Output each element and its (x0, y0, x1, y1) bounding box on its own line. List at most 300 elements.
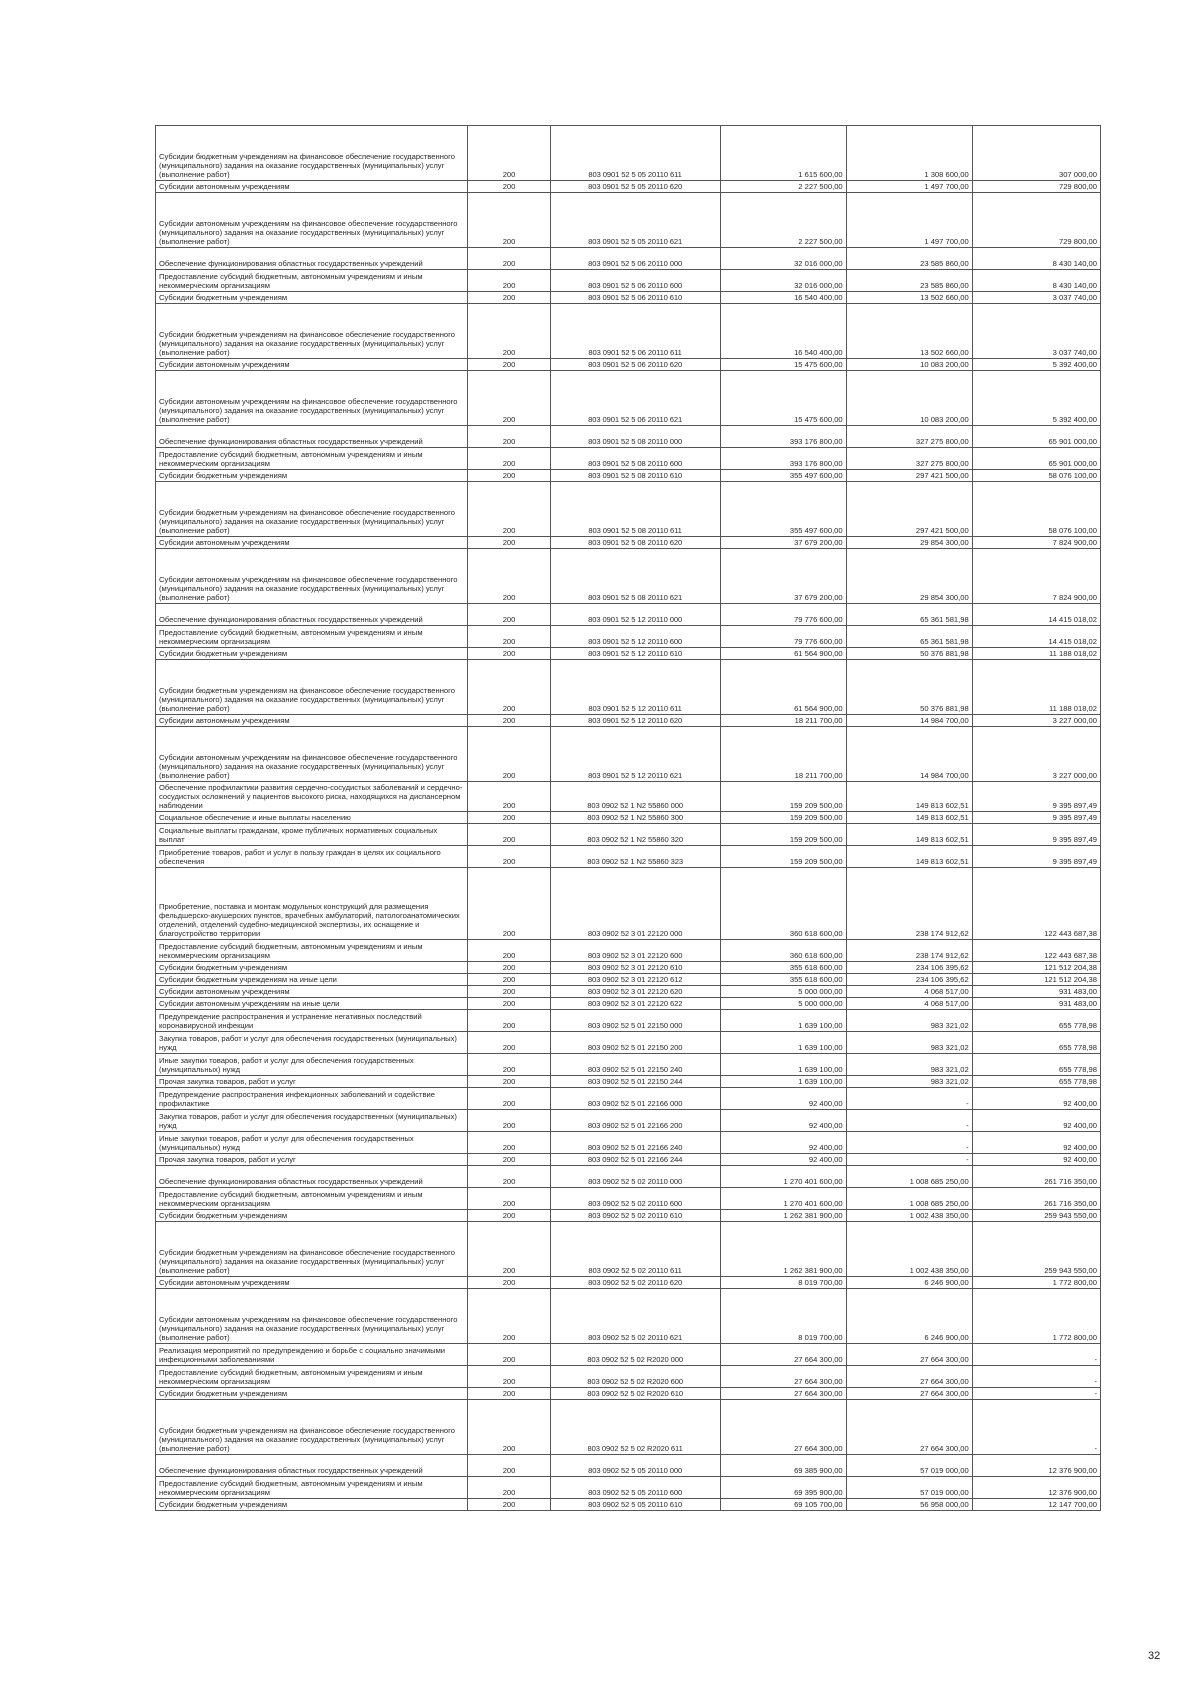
row-classification-code: 803 0901 52 5 06 20110 600 (550, 270, 720, 292)
row-name: Субсидии автономным учреждениям (156, 1277, 468, 1289)
row-code: 200 (468, 812, 550, 824)
row-code: 200 (468, 248, 550, 270)
row-unexecuted-amount: 3 037 740,00 (972, 304, 1100, 359)
table-row (156, 549, 1101, 604)
table-row (156, 846, 1101, 868)
table-row (156, 292, 1101, 304)
row-executed-amount: 10 083 200,00 (846, 359, 972, 371)
row-name: Социальные выплаты гражданам, кроме публичных нормативных социальных выплат (156, 824, 468, 846)
row-classification-code: 803 0902 52 5 01 22166 244 (550, 1154, 720, 1166)
row-unexecuted-amount: 259 943 550,00 (972, 1210, 1100, 1222)
row-code: 200 (468, 648, 550, 660)
table-row (156, 1088, 1101, 1110)
table-row (156, 448, 1101, 470)
row-classification-code: 803 0902 52 1 N2 55860 300 (550, 812, 720, 824)
row-classification-code: 803 0901 52 5 12 20110 610 (550, 648, 720, 660)
row-classification-code: 803 0901 52 5 08 20110 000 (550, 426, 720, 448)
row-code: 200 (468, 1132, 550, 1154)
row-approved-amount: 159 209 500,00 (720, 812, 846, 824)
row-code: 200 (468, 1110, 550, 1132)
row-approved-amount: 5 000 000,00 (720, 986, 846, 998)
row-executed-amount: 13 502 660,00 (846, 292, 972, 304)
row-unexecuted-amount: 8 430 140,00 (972, 248, 1100, 270)
row-name: Субсидии автономным учреждениям на финансовое обеспечение государственного (муниципального) задания на оказание государственных (муниципальных) услуг (выполнение работ) (156, 193, 468, 248)
row-executed-amount: 1 008 685 250,00 (846, 1188, 972, 1210)
row-classification-code: 803 0902 52 5 01 22150 000 (550, 1010, 720, 1032)
row-classification-code: 803 0902 52 5 02 20110 611 (550, 1222, 720, 1277)
row-approved-amount: 79 776 600,00 (720, 604, 846, 626)
row-executed-amount: 327 275 800,00 (846, 448, 972, 470)
row-unexecuted-amount: 9 395 897,49 (972, 824, 1100, 846)
row-unexecuted-amount: 12 376 900,00 (972, 1477, 1100, 1499)
row-classification-code: 803 0901 52 5 08 20110 621 (550, 549, 720, 604)
row-executed-amount: 4 068 517,00 (846, 998, 972, 1010)
row-approved-amount: 15 475 600,00 (720, 359, 846, 371)
row-unexecuted-amount: 3 227 000,00 (972, 727, 1100, 782)
row-unexecuted-amount: 9 395 897,49 (972, 782, 1100, 812)
row-classification-code: 803 0902 52 3 01 22120 600 (550, 940, 720, 962)
row-unexecuted-amount: 121 512 204,38 (972, 962, 1100, 974)
row-classification-code: 803 0902 52 5 01 22166 200 (550, 1110, 720, 1132)
row-unexecuted-amount: 8 430 140,00 (972, 270, 1100, 292)
table-row (156, 1054, 1101, 1076)
row-classification-code: 803 0902 52 5 02 20110 610 (550, 1210, 720, 1222)
table-row (156, 126, 1101, 181)
row-executed-amount: 14 984 700,00 (846, 715, 972, 727)
row-code: 200 (468, 1277, 550, 1289)
row-approved-amount: 393 176 800,00 (720, 426, 846, 448)
row-approved-amount: 32 016 000,00 (720, 248, 846, 270)
row-executed-amount: 14 984 700,00 (846, 727, 972, 782)
row-classification-code: 803 0901 52 5 12 20110 611 (550, 660, 720, 715)
row-executed-amount: 1 008 685 250,00 (846, 1166, 972, 1188)
table-row (156, 868, 1101, 940)
row-unexecuted-amount: 92 400,00 (972, 1110, 1100, 1132)
row-classification-code: 803 0902 52 1 N2 55860 323 (550, 846, 720, 868)
row-name: Приобретение товаров, работ и услуг в пользу граждан в целях их социального обеспечения (156, 846, 468, 868)
row-name: Субсидии автономным учреждениям на финансовое обеспечение государственного (муниципального) задания на оказание государственных (муниципальных) услуг (выполнение работ) (156, 1289, 468, 1344)
row-classification-code: 803 0902 52 5 02 R2020 611 (550, 1400, 720, 1455)
row-executed-amount: 238 174 912,62 (846, 868, 972, 940)
row-approved-amount: 1 270 401 600,00 (720, 1188, 846, 1210)
row-code: 200 (468, 1210, 550, 1222)
table-row (156, 1188, 1101, 1210)
row-name: Обеспечение функционирования областных государственных учреждений (156, 1455, 468, 1477)
row-executed-amount: 1 002 438 350,00 (846, 1222, 972, 1277)
row-approved-amount: 1 262 381 900,00 (720, 1210, 846, 1222)
row-executed-amount: 234 106 395,62 (846, 962, 972, 974)
row-code: 200 (468, 426, 550, 448)
row-code: 200 (468, 1289, 550, 1344)
row-approved-amount: 79 776 600,00 (720, 626, 846, 648)
row-code: 200 (468, 537, 550, 549)
row-code: 200 (468, 482, 550, 537)
row-code: 200 (468, 974, 550, 986)
row-classification-code: 803 0901 52 5 06 20110 620 (550, 359, 720, 371)
table-row (156, 940, 1101, 962)
row-approved-amount: 1 270 401 600,00 (720, 1166, 846, 1188)
row-approved-amount: 18 211 700,00 (720, 715, 846, 727)
table-row (156, 1132, 1101, 1154)
row-name: Субсидии бюджетным учреждениям (156, 1210, 468, 1222)
row-executed-amount: 23 585 860,00 (846, 270, 972, 292)
budget-table (155, 125, 1101, 1511)
table-row (156, 1076, 1101, 1088)
row-executed-amount: 57 019 000,00 (846, 1477, 972, 1499)
row-unexecuted-amount: - (972, 1366, 1100, 1388)
row-unexecuted-amount: 931 483,00 (972, 998, 1100, 1010)
row-name: Предоставление субсидий бюджетным, автономным учреждениям и иным некоммерческим организациям (156, 940, 468, 962)
row-name: Предупреждение распространения и устранение негативных последствий коронавирусной инфекции (156, 1010, 468, 1032)
row-name: Субсидии бюджетным учреждениям (156, 1499, 468, 1511)
row-code: 200 (468, 940, 550, 962)
row-classification-code: 803 0901 52 5 06 20110 610 (550, 292, 720, 304)
row-approved-amount: 15 475 600,00 (720, 371, 846, 426)
row-classification-code: 803 0901 52 5 08 20110 620 (550, 537, 720, 549)
row-code: 200 (468, 626, 550, 648)
row-approved-amount: 2 227 500,00 (720, 181, 846, 193)
row-classification-code: 803 0901 52 5 05 20110 611 (550, 126, 720, 181)
row-unexecuted-amount: - (972, 1388, 1100, 1400)
row-name: Обеспечение функционирования областных государственных учреждений (156, 426, 468, 448)
row-executed-amount: 983 321,02 (846, 1032, 972, 1054)
row-approved-amount: 8 019 700,00 (720, 1277, 846, 1289)
row-executed-amount: 149 813 602,51 (846, 782, 972, 812)
row-executed-amount: 1 497 700,00 (846, 181, 972, 193)
row-classification-code: 803 0902 52 1 N2 55860 000 (550, 782, 720, 812)
table-row (156, 1289, 1101, 1344)
row-approved-amount: 61 564 900,00 (720, 660, 846, 715)
row-name: Предупреждение распространения инфекционных заболеваний и содействие профилактике (156, 1088, 468, 1110)
row-code: 200 (468, 1366, 550, 1388)
row-code: 200 (468, 371, 550, 426)
row-code: 200 (468, 126, 550, 181)
row-code: 200 (468, 962, 550, 974)
table-row (156, 1366, 1101, 1388)
row-approved-amount: 355 618 600,00 (720, 962, 846, 974)
row-name: Приобретение, поставка и монтаж модульных конструкций для размещения фельдшерско-акушерских пунктов, врачебных амбулаторий, патологоанатомических отделений, отделений судебно-медицинской экспертизы, их оснащение и благоустройство территории (156, 868, 468, 940)
table-row (156, 1277, 1101, 1289)
row-name: Субсидии бюджетным учреждениям на финансовое обеспечение государственного (муниципального) задания на оказание государственных (муниципальных) услуг (выполнение работ) (156, 1222, 468, 1277)
row-unexecuted-amount: 655 778,98 (972, 1010, 1100, 1032)
row-executed-amount: 27 664 300,00 (846, 1388, 972, 1400)
row-executed-amount: 327 275 800,00 (846, 426, 972, 448)
row-code: 200 (468, 715, 550, 727)
row-executed-amount: - (846, 1154, 972, 1166)
row-approved-amount: 355 497 600,00 (720, 482, 846, 537)
row-unexecuted-amount: 259 943 550,00 (972, 1222, 1100, 1277)
row-approved-amount: 69 385 900,00 (720, 1455, 846, 1477)
table-row (156, 270, 1101, 292)
table-row (156, 470, 1101, 482)
table-row (156, 1010, 1101, 1032)
table-row (156, 824, 1101, 846)
table-row (156, 998, 1101, 1010)
row-classification-code: 803 0902 52 5 05 20110 000 (550, 1455, 720, 1477)
row-executed-amount: - (846, 1088, 972, 1110)
row-name: Субсидии автономным учреждениям (156, 537, 468, 549)
row-unexecuted-amount: 12 376 900,00 (972, 1455, 1100, 1477)
row-unexecuted-amount: 3 037 740,00 (972, 292, 1100, 304)
row-classification-code: 803 0902 52 5 01 22150 200 (550, 1032, 720, 1054)
row-unexecuted-amount: 58 076 100,00 (972, 482, 1100, 537)
row-executed-amount: 65 361 581,98 (846, 626, 972, 648)
table-row (156, 812, 1101, 824)
row-name: Предоставление субсидий бюджетным, автономным учреждениям и иным некоммерческим организациям (156, 448, 468, 470)
row-classification-code: 803 0902 52 3 01 22120 612 (550, 974, 720, 986)
row-approved-amount: 92 400,00 (720, 1132, 846, 1154)
row-approved-amount: 69 105 700,00 (720, 1499, 846, 1511)
row-approved-amount: 61 564 900,00 (720, 648, 846, 660)
row-code: 200 (468, 1076, 550, 1088)
row-approved-amount: 8 019 700,00 (720, 1289, 846, 1344)
row-name: Предоставление субсидий бюджетным, автономным учреждениям и иным некоммерческим организациям (156, 270, 468, 292)
row-approved-amount: 360 618 600,00 (720, 868, 846, 940)
row-classification-code: 803 0902 52 5 02 20110 000 (550, 1166, 720, 1188)
row-code: 200 (468, 304, 550, 359)
row-code: 200 (468, 1154, 550, 1166)
row-name: Субсидии автономным учреждениям на финансовое обеспечение государственного (муниципального) задания на оказание государственных (муниципальных) услуг (выполнение работ) (156, 549, 468, 604)
row-executed-amount: 56 958 000,00 (846, 1499, 972, 1511)
row-unexecuted-amount: 9 395 897,49 (972, 812, 1100, 824)
row-classification-code: 803 0902 52 3 01 22120 620 (550, 986, 720, 998)
table-row (156, 962, 1101, 974)
row-name: Субсидии автономным учреждениям (156, 986, 468, 998)
row-classification-code: 803 0902 52 5 02 20110 600 (550, 1188, 720, 1210)
row-name: Закупка товаров, работ и услуг для обеспечения государственных (муниципальных) нужд (156, 1110, 468, 1132)
row-name: Социальное обеспечение и иные выплаты населению (156, 812, 468, 824)
row-code: 200 (468, 1344, 550, 1366)
row-classification-code: 803 0901 52 5 08 20110 610 (550, 470, 720, 482)
row-name: Иные закупки товаров, работ и услуг для обеспечения государственных (муниципальных) нужд (156, 1132, 468, 1154)
row-unexecuted-amount: 261 716 350,00 (972, 1188, 1100, 1210)
row-approved-amount: 27 664 300,00 (720, 1388, 846, 1400)
row-unexecuted-amount: 1 772 800,00 (972, 1289, 1100, 1344)
row-code: 200 (468, 1088, 550, 1110)
row-code: 200 (468, 1400, 550, 1455)
row-unexecuted-amount: 729 800,00 (972, 193, 1100, 248)
row-unexecuted-amount: 58 076 100,00 (972, 470, 1100, 482)
row-classification-code: 803 0902 52 5 02 20110 620 (550, 1277, 720, 1289)
row-approved-amount: 159 209 500,00 (720, 782, 846, 812)
row-name: Реализация мероприятий по предупреждению и борьбе с социально значимыми инфекционными заболеваниями (156, 1344, 468, 1366)
row-code: 200 (468, 727, 550, 782)
row-executed-amount: 983 321,02 (846, 1054, 972, 1076)
row-approved-amount: 16 540 400,00 (720, 304, 846, 359)
row-code: 200 (468, 1166, 550, 1188)
table-row (156, 1154, 1101, 1166)
row-classification-code: 803 0901 52 5 06 20110 611 (550, 304, 720, 359)
table-row (156, 660, 1101, 715)
table-row (156, 193, 1101, 248)
table-row (156, 248, 1101, 270)
table-row (156, 181, 1101, 193)
row-approved-amount: 1 262 381 900,00 (720, 1222, 846, 1277)
row-unexecuted-amount: 1 772 800,00 (972, 1277, 1100, 1289)
row-name: Субсидии автономным учреждениям на иные цели (156, 998, 468, 1010)
table-row (156, 1166, 1101, 1188)
row-approved-amount: 355 497 600,00 (720, 470, 846, 482)
row-classification-code: 803 0901 52 5 05 20110 621 (550, 193, 720, 248)
row-unexecuted-amount: 121 512 204,38 (972, 974, 1100, 986)
row-classification-code: 803 0902 52 5 02 R2020 600 (550, 1366, 720, 1388)
table-row (156, 974, 1101, 986)
row-approved-amount: 18 211 700,00 (720, 727, 846, 782)
row-name: Прочая закупка товаров, работ и услуг (156, 1076, 468, 1088)
row-unexecuted-amount: 5 392 400,00 (972, 359, 1100, 371)
row-code: 200 (468, 1010, 550, 1032)
row-approved-amount: 1 639 100,00 (720, 1032, 846, 1054)
row-classification-code: 803 0902 52 5 02 R2020 610 (550, 1388, 720, 1400)
row-unexecuted-amount: 931 483,00 (972, 986, 1100, 998)
row-classification-code: 803 0901 52 5 05 20110 620 (550, 181, 720, 193)
row-unexecuted-amount: 92 400,00 (972, 1088, 1100, 1110)
row-unexecuted-amount: 655 778,98 (972, 1076, 1100, 1088)
table-row (156, 482, 1101, 537)
page-number: 32 (1148, 1650, 1161, 1662)
row-unexecuted-amount: 14 415 018,02 (972, 604, 1100, 626)
row-unexecuted-amount: 261 716 350,00 (972, 1166, 1100, 1188)
row-classification-code: 803 0902 52 1 N2 55860 320 (550, 824, 720, 846)
row-executed-amount: 6 246 900,00 (846, 1289, 972, 1344)
table-row (156, 648, 1101, 660)
table-row (156, 1400, 1101, 1455)
row-classification-code: 803 0902 52 5 01 22166 240 (550, 1132, 720, 1154)
table-row (156, 727, 1101, 782)
row-name: Закупка товаров, работ и услуг для обеспечения государственных (муниципальных) нужд (156, 1032, 468, 1054)
row-name: Субсидии бюджетным учреждениям на финансовое обеспечение государственного (муниципального) задания на оказание государственных (муниципальных) услуг (выполнение работ) (156, 126, 468, 181)
row-approved-amount: 1 615 600,00 (720, 126, 846, 181)
row-executed-amount: 149 813 602,51 (846, 824, 972, 846)
row-classification-code: 803 0901 52 5 12 20110 000 (550, 604, 720, 626)
row-executed-amount: - (846, 1132, 972, 1154)
row-executed-amount: 10 083 200,00 (846, 371, 972, 426)
row-approved-amount: 393 176 800,00 (720, 448, 846, 470)
row-unexecuted-amount: 122 443 687,38 (972, 940, 1100, 962)
row-unexecuted-amount: 5 392 400,00 (972, 371, 1100, 426)
row-code: 200 (468, 1188, 550, 1210)
row-classification-code: 803 0901 52 5 08 20110 611 (550, 482, 720, 537)
row-approved-amount: 69 395 900,00 (720, 1477, 846, 1499)
row-name: Прочая закупка товаров, работ и услуг (156, 1154, 468, 1166)
row-classification-code: 803 0902 52 5 05 20110 610 (550, 1499, 720, 1511)
row-classification-code: 803 0902 52 3 01 22120 000 (550, 868, 720, 940)
table-row (156, 1222, 1101, 1277)
row-code: 200 (468, 846, 550, 868)
row-unexecuted-amount: 7 824 900,00 (972, 549, 1100, 604)
row-executed-amount: 23 585 860,00 (846, 248, 972, 270)
row-code: 200 (468, 448, 550, 470)
row-code: 200 (468, 986, 550, 998)
row-name: Субсидии бюджетным учреждениям (156, 470, 468, 482)
table-row (156, 715, 1101, 727)
row-classification-code: 803 0901 52 5 06 20110 621 (550, 371, 720, 426)
row-executed-amount: - (846, 1110, 972, 1132)
row-classification-code: 803 0902 52 5 01 22166 000 (550, 1088, 720, 1110)
row-code: 200 (468, 1054, 550, 1076)
table-row (156, 626, 1101, 648)
row-approved-amount: 159 209 500,00 (720, 846, 846, 868)
row-name: Предоставление субсидий бюджетным, автономным учреждениям и иным некоммерческим организациям (156, 1477, 468, 1499)
row-approved-amount: 37 679 200,00 (720, 549, 846, 604)
row-code: 200 (468, 359, 550, 371)
row-code: 200 (468, 470, 550, 482)
row-executed-amount: 234 106 395,62 (846, 974, 972, 986)
row-approved-amount: 5 000 000,00 (720, 998, 846, 1010)
row-code: 200 (468, 782, 550, 812)
row-approved-amount: 355 618 600,00 (720, 974, 846, 986)
row-name: Обеспечение функционирования областных государственных учреждений (156, 248, 468, 270)
budget-execution-sheet (155, 125, 1101, 1511)
row-classification-code: 803 0902 52 5 01 22150 244 (550, 1076, 720, 1088)
row-approved-amount: 1 639 100,00 (720, 1076, 846, 1088)
row-name: Обеспечение функционирования областных государственных учреждений (156, 1166, 468, 1188)
row-executed-amount: 297 421 500,00 (846, 470, 972, 482)
row-classification-code: 803 0902 52 5 02 20110 621 (550, 1289, 720, 1344)
row-name: Субсидии бюджетным учреждениям на финансовое обеспечение государственного (муниципального) задания на оказание государственных (муниципальных) услуг (выполнение работ) (156, 482, 468, 537)
row-approved-amount: 360 618 600,00 (720, 940, 846, 962)
row-executed-amount: 1 308 600,00 (846, 126, 972, 181)
row-classification-code: 803 0902 52 3 01 22120 610 (550, 962, 720, 974)
table-row (156, 1477, 1101, 1499)
row-approved-amount: 37 679 200,00 (720, 537, 846, 549)
row-classification-code: 803 0901 52 5 12 20110 621 (550, 727, 720, 782)
row-name: Обеспечение функционирования областных государственных учреждений (156, 604, 468, 626)
row-approved-amount: 92 400,00 (720, 1154, 846, 1166)
row-unexecuted-amount: - (972, 1344, 1100, 1366)
row-code: 200 (468, 1222, 550, 1277)
row-code: 200 (468, 1499, 550, 1511)
row-executed-amount: 983 321,02 (846, 1076, 972, 1088)
row-approved-amount: 32 016 000,00 (720, 270, 846, 292)
row-code: 200 (468, 181, 550, 193)
row-name: Субсидии бюджетным учреждениям на иные цели (156, 974, 468, 986)
row-executed-amount: 4 068 517,00 (846, 986, 972, 998)
row-unexecuted-amount: 12 147 700,00 (972, 1499, 1100, 1511)
row-unexecuted-amount: 9 395 897,49 (972, 846, 1100, 868)
row-approved-amount: 159 209 500,00 (720, 824, 846, 846)
row-classification-code: 803 0901 52 5 12 20110 620 (550, 715, 720, 727)
row-name: Иные закупки товаров, работ и услуг для обеспечения государственных (муниципальных) нужд (156, 1054, 468, 1076)
table-row (156, 782, 1101, 812)
table-row (156, 426, 1101, 448)
table-row (156, 1110, 1101, 1132)
row-executed-amount: 6 246 900,00 (846, 1277, 972, 1289)
table-row (156, 359, 1101, 371)
row-name: Субсидии бюджетным учреждениям на финансовое обеспечение государственного (муниципального) задания на оказание государственных (муниципальных) услуг (выполнение работ) (156, 304, 468, 359)
row-approved-amount: 2 227 500,00 (720, 193, 846, 248)
row-name: Обеспечение профилактики развития сердечно-сосудистых заболеваний и сердечно-сосудистых осложнений у пациентов высокого риска, находящихся на диспансерном наблюдении (156, 782, 468, 812)
row-code: 200 (468, 1455, 550, 1477)
row-code: 200 (468, 660, 550, 715)
row-executed-amount: 13 502 660,00 (846, 304, 972, 359)
row-executed-amount: 57 019 000,00 (846, 1455, 972, 1477)
row-name: Субсидии бюджетным учреждениям на финансовое обеспечение государственного (муниципального) задания на оказание государственных (муниципальных) услуг (выполнение работ) (156, 1400, 468, 1455)
row-executed-amount: 65 361 581,98 (846, 604, 972, 626)
row-unexecuted-amount: 92 400,00 (972, 1154, 1100, 1166)
row-name: Субсидии бюджетным учреждениям (156, 962, 468, 974)
row-name: Субсидии бюджетным учреждениям на финансовое обеспечение государственного (муниципального) задания на оказание государственных (муниципальных) услуг (выполнение работ) (156, 660, 468, 715)
row-unexecuted-amount: 122 443 687,38 (972, 868, 1100, 940)
row-approved-amount: 27 664 300,00 (720, 1366, 846, 1388)
row-name: Субсидии автономным учреждениям (156, 181, 468, 193)
row-executed-amount: 1 497 700,00 (846, 193, 972, 248)
row-code: 200 (468, 292, 550, 304)
row-executed-amount: 50 376 881,98 (846, 648, 972, 660)
row-code: 200 (468, 270, 550, 292)
row-executed-amount: 27 664 300,00 (846, 1344, 972, 1366)
row-name: Предоставление субсидий бюджетным, автономным учреждениям и иным некоммерческим организациям (156, 626, 468, 648)
